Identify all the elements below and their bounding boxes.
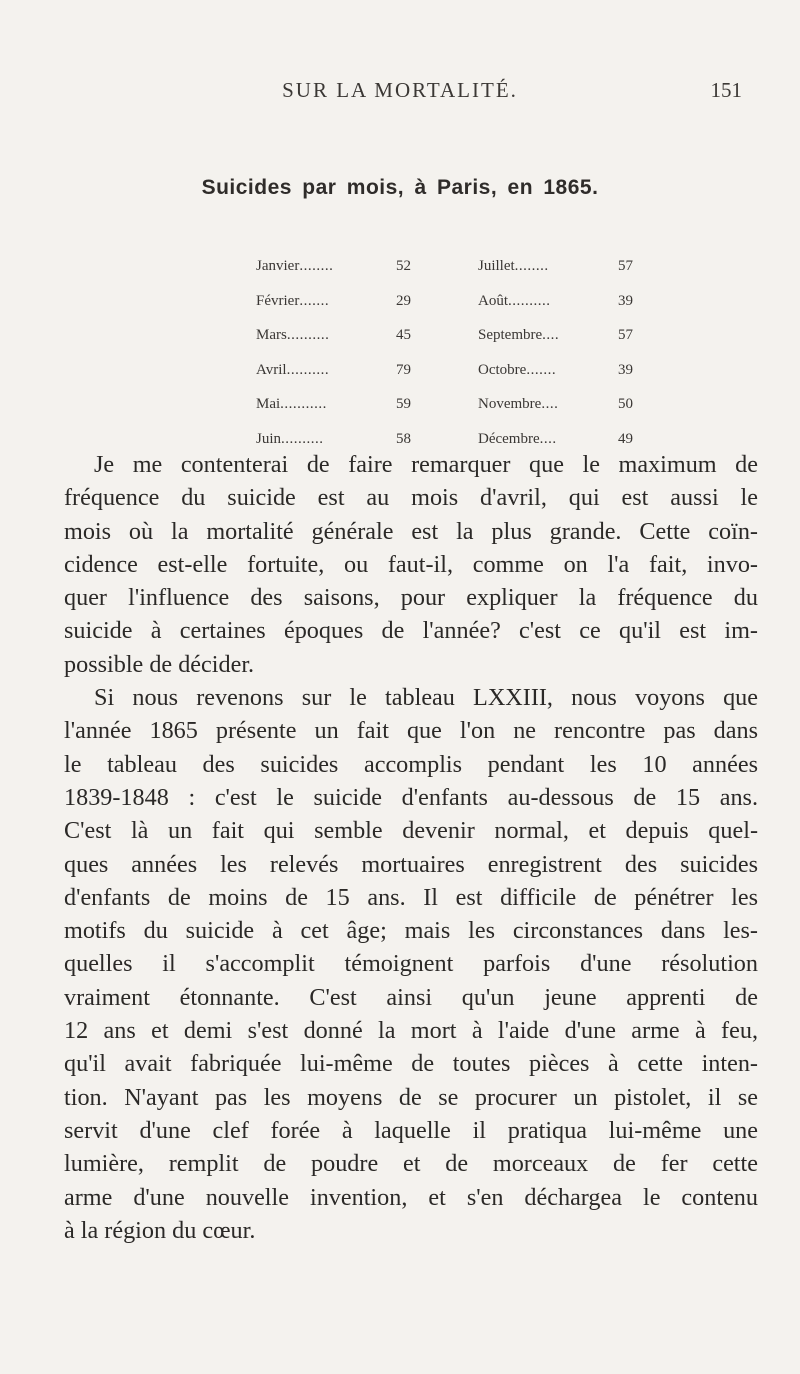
month-entry <box>478 258 643 275</box>
suicide-count: 29 <box>396 292 411 309</box>
text-line: cidence est-elle fortuite, ou faut-il, comme on l'a fait, invo- <box>64 550 758 578</box>
month-entry <box>478 396 643 413</box>
text-line: quer l'influence des saisons, pour expliquer la fréquence du <box>64 584 758 612</box>
table-row <box>256 258 636 293</box>
text-line: vraiment étonnante. C'est ainsi qu'un jeune apprenti de <box>64 983 758 1011</box>
text-line: 1839-1848 : c'est le suicide d'enfants au-dessous de 15 ans. <box>64 783 758 811</box>
month-name: Août <box>478 292 508 309</box>
text-line: tion. N'ayant pas les moyens de se procurer un pistolet, il se <box>64 1083 758 1111</box>
month-name: Décembre <box>478 430 540 447</box>
leader-dots: .......... <box>508 292 551 309</box>
suicide-count: 57 <box>618 327 633 344</box>
table-title: Suicides par mois, à Paris, en 1865. <box>201 176 599 199</box>
monthly-suicides-table <box>256 258 636 466</box>
month-entry <box>256 293 421 310</box>
suicide-count: 58 <box>396 430 411 447</box>
text-line: arme d'une nouvelle invention, et s'en déchargea le contenu <box>64 1183 758 1211</box>
text-line: Si nous revenons sur le tableau LXXIII, nous voyons que <box>94 684 758 712</box>
month-entry <box>256 431 421 448</box>
leader-dots: .... <box>539 430 557 447</box>
month-entry <box>478 327 643 344</box>
table-row <box>256 293 636 328</box>
text-line: fréquence du suicide est au mois d'avril, qui est aussi le <box>64 484 758 512</box>
text-line: ques années les relevés mortuaires enregistrent des suicides <box>64 850 758 878</box>
month-name: Février <box>256 292 300 309</box>
text-line: 12 ans et demi s'est donné la mort à l'aide d'une arme à feu, <box>64 1017 758 1045</box>
leader-dots: ....... <box>299 292 330 309</box>
leader-dots: .......... <box>286 361 330 378</box>
leader-dots: .... <box>542 327 560 344</box>
body-text <box>64 448 758 1247</box>
table-row <box>256 327 636 362</box>
text-line: lumière, remplit de poudre et de morceaux de fer cette <box>64 1150 758 1178</box>
text-line: suicide à certaines époques de l'année? c'est ce qu'il est im- <box>64 617 758 645</box>
month-entry <box>478 362 643 379</box>
month-entry <box>256 327 421 344</box>
text-line: l'année 1865 présente un fait que l'on ne rencontre pas dans <box>64 717 758 745</box>
text-line: qu'il avait fabriquée lui-même de toutes pièces à cette inten- <box>64 1050 758 1078</box>
suicide-count: 45 <box>396 327 411 344</box>
suicide-count: 57 <box>618 258 633 274</box>
month-name: Septembre <box>478 327 543 344</box>
page-number: 151 <box>710 78 742 102</box>
suicide-count: 79 <box>396 361 411 378</box>
suicide-count: 52 <box>396 258 411 274</box>
leader-dots: ........ <box>514 258 549 274</box>
leader-dots: ........... <box>280 396 327 413</box>
month-name: Octobre <box>478 361 527 378</box>
text-line: mois où la mortalité générale est la plus grande. Cette coïn- <box>64 517 758 545</box>
month-entry <box>256 396 421 413</box>
text-line: C'est là un fait qui semble devenir normal, et depuis quel- <box>64 817 758 845</box>
month-entry <box>478 431 643 448</box>
leader-dots: .......... <box>281 430 324 447</box>
month-name: Mai <box>256 396 281 413</box>
table-row <box>256 362 636 397</box>
suicide-count: 59 <box>396 396 411 413</box>
month-name: Juin <box>256 430 282 447</box>
running-head <box>0 78 800 108</box>
leader-dots: ........ <box>299 258 334 274</box>
text-line: possible de décider. <box>64 650 255 678</box>
month-name: Novembre <box>478 396 542 413</box>
text-line: à la région du cœur. <box>64 1216 256 1244</box>
leader-dots: .......... <box>286 327 330 344</box>
leader-dots: ....... <box>526 361 557 378</box>
text-line: Je me contenterai de faire remarquer que le maximum de <box>94 451 758 478</box>
suicide-count: 39 <box>618 361 633 378</box>
suicide-count: 50 <box>618 396 633 413</box>
month-name: Janvier <box>256 258 300 274</box>
text-line: servit d'une clef forée à laquelle il pratiqua lui-même une <box>64 1116 758 1144</box>
month-name: Avril <box>256 361 287 378</box>
suicide-count: 39 <box>618 292 633 309</box>
text-line: motifs du suicide à cet âge; mais les circonstances dans les- <box>64 917 758 945</box>
text-line: le tableau des suicides accomplis pendant les 10 années <box>64 750 758 778</box>
running-title: SUR LA MORTALITÉ. <box>282 78 518 102</box>
table-row <box>256 396 636 431</box>
month-name: Mars <box>256 327 287 344</box>
month-entry <box>256 258 421 275</box>
leader-dots: .... <box>541 396 559 413</box>
text-line: d'enfants de moins de 15 ans. Il est difficile de pénétrer les <box>64 883 758 911</box>
suicide-count: 49 <box>618 430 633 447</box>
month-name: Juillet <box>478 258 515 274</box>
month-entry <box>256 362 421 379</box>
text-line: quelles il s'accomplit témoignent parfois d'une résolution <box>64 950 758 978</box>
month-entry <box>478 293 643 310</box>
